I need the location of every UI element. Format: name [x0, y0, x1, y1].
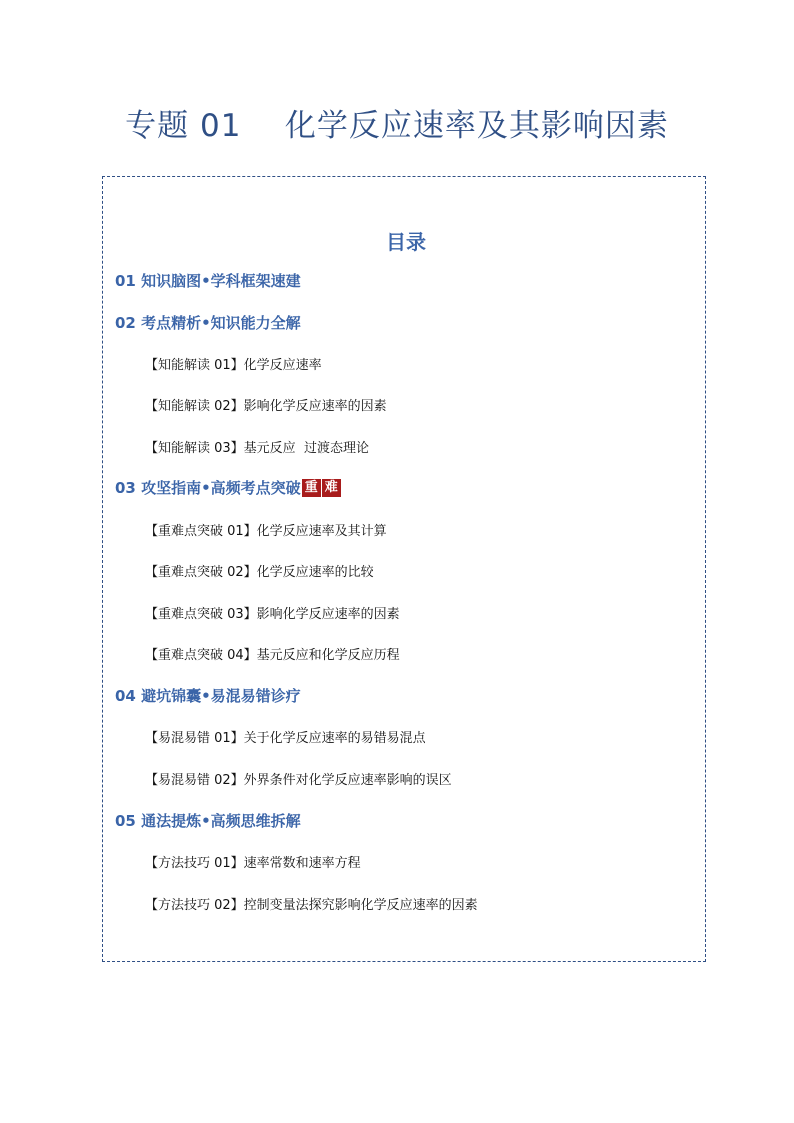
- toc-section-01[interactable]: [115, 270, 301, 291]
- toc-section-label: 03 攻坚指南•高频考点突破: [115, 479, 301, 497]
- tag-badge-zhong: 重: [302, 479, 321, 497]
- toc-section-label: 04 避坑锦囊•易混易错诊疗: [115, 687, 301, 705]
- toc-item[interactable]: 【知能解读 01】化学反应速率: [145, 358, 322, 373]
- toc-section-03[interactable]: [115, 477, 341, 498]
- toc-item[interactable]: 【重难点突破 02】化学反应速率的比较: [145, 565, 374, 580]
- toc-section-label: 01 知识脑图•学科框架速建: [115, 272, 301, 290]
- toc-item[interactable]: 【方法技巧 01】速率常数和速率方程: [145, 856, 361, 871]
- toc-item[interactable]: 【知能解读 02】影响化学反应速率的因素: [145, 399, 387, 414]
- toc-section-02[interactable]: [115, 312, 301, 333]
- toc-item[interactable]: 【方法技巧 02】控制变量法探究影响化学反应速率的因素: [145, 898, 478, 913]
- toc-item[interactable]: 【重难点突破 03】影响化学反应速率的因素: [145, 607, 400, 622]
- toc-item[interactable]: 【重难点突破 04】基元反应和化学反应历程: [145, 648, 400, 663]
- toc-item[interactable]: 【易混易错 02】外界条件对化学反应速率影响的误区: [145, 773, 452, 788]
- toc-section-label: 05 通法提炼•高频思维拆解: [115, 812, 301, 830]
- toc-heading: 目录: [386, 230, 426, 254]
- page-title: 专题 01 化学反应速率及其影响因素: [125, 108, 669, 144]
- tag-badge-nan: 难: [322, 479, 341, 497]
- toc-section-05[interactable]: [115, 810, 301, 831]
- toc-section-04[interactable]: [115, 685, 301, 706]
- toc-section-label: 02 考点精析•知识能力全解: [115, 314, 301, 332]
- toc-item[interactable]: 【知能解读 03】基元反应 过渡态理论: [145, 441, 369, 456]
- toc-item[interactable]: 【重难点突破 01】化学反应速率及其计算: [145, 524, 387, 539]
- toc-item[interactable]: 【易混易错 01】关于化学反应速率的易错易混点: [145, 731, 426, 746]
